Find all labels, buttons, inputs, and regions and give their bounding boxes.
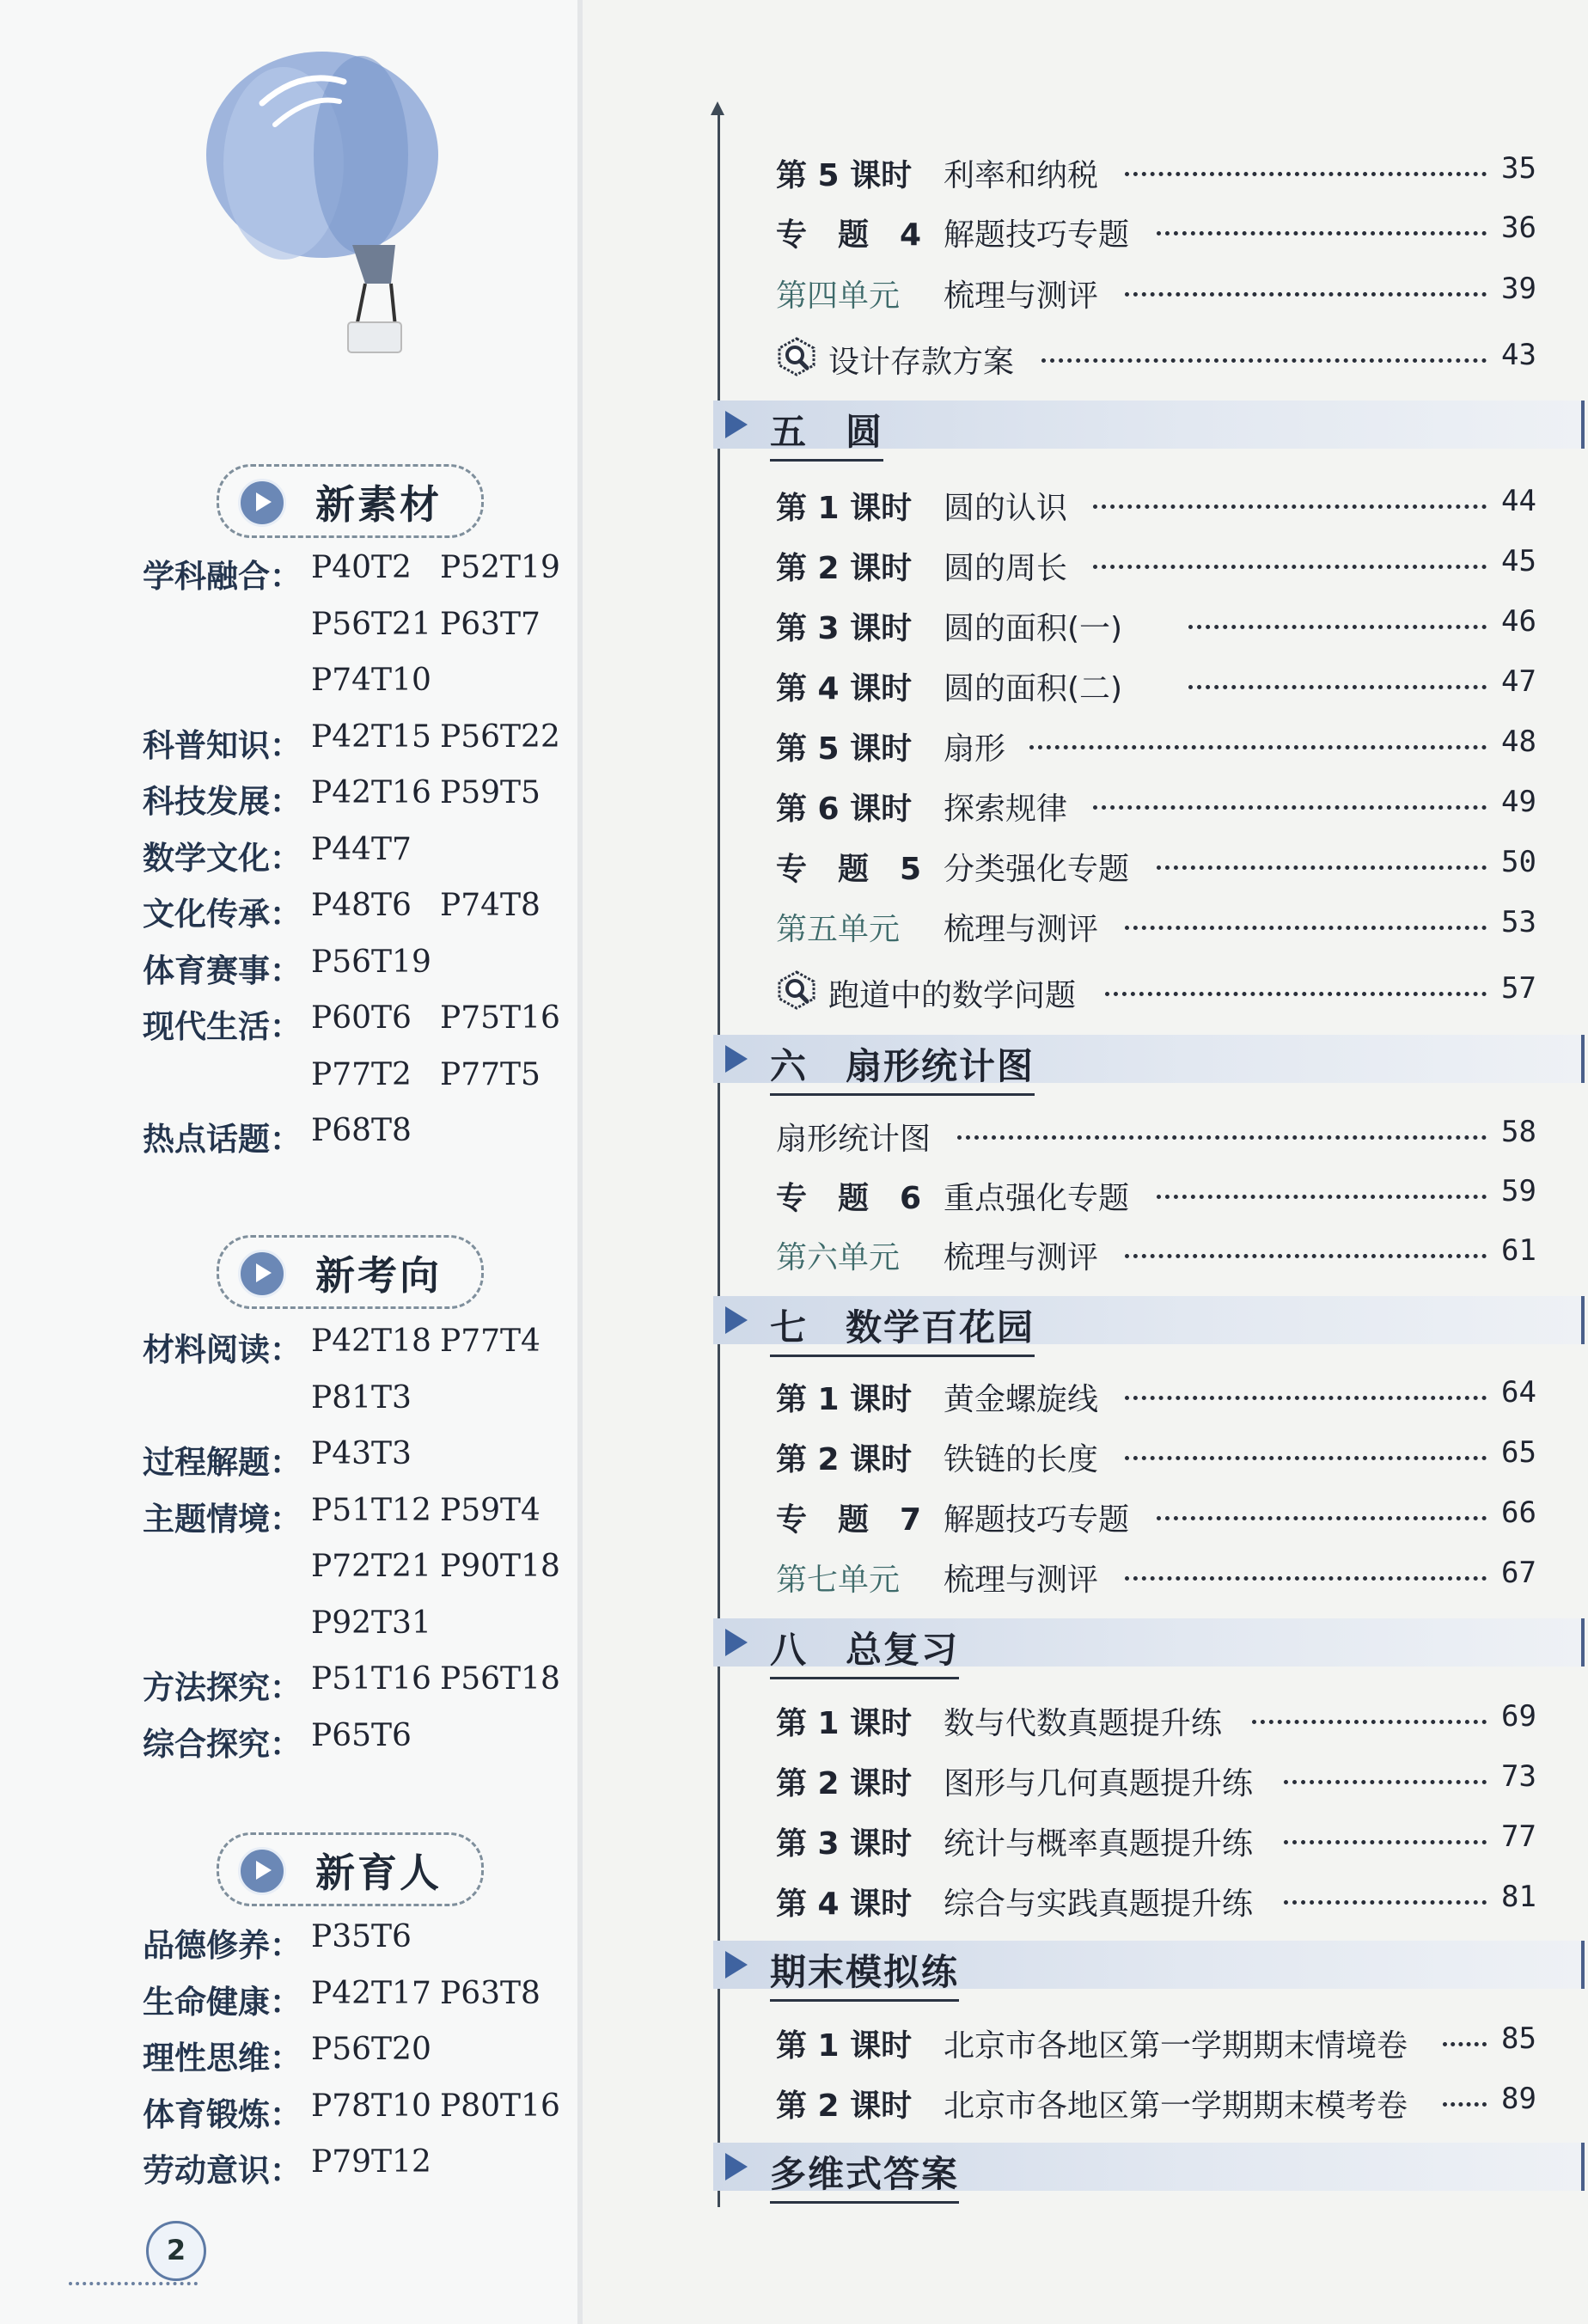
category-row <box>143 1000 572 1057</box>
category-row <box>143 607 572 664</box>
toc-entry-title: 解题技巧专题 <box>944 217 1130 253</box>
page-reference: P60T6 <box>311 1000 412 1036</box>
category-row <box>143 1324 572 1380</box>
toc-entry-label: 第四单元 <box>776 278 901 314</box>
toc-entry-label: 第 3 课时 <box>776 611 913 646</box>
toc-entry-label: 第 4 课时 <box>776 1887 913 1922</box>
page-reference: P56T18 <box>440 1661 560 1697</box>
toc-entry-title: 北京市各地区第一学期期末模考卷 <box>944 2089 1408 2124</box>
toc-section-header[interactable] <box>713 2143 1585 2195</box>
page-reference: P81T3 <box>311 1379 412 1416</box>
leader-dots <box>1093 805 1487 810</box>
category-row <box>143 719 572 776</box>
category-title: 新育人 <box>315 1850 442 1896</box>
category-row-label: 材料阅读： <box>143 1331 302 1368</box>
category-row <box>143 1057 572 1114</box>
toc-entry-title: 圆的面积(一) <box>944 611 1123 646</box>
toc-section-header[interactable] <box>713 1035 1585 1087</box>
page-reference: P52T19 <box>440 550 560 585</box>
toc-entry[interactable] <box>583 604 1588 656</box>
leader-dots <box>1284 1780 1487 1784</box>
toc-page-number: 59 <box>1501 1174 1536 1208</box>
section-title: 八 总复习 <box>770 1622 959 1679</box>
page-reference: P59T5 <box>440 775 541 810</box>
category-row-label: 文化传承： <box>143 896 302 933</box>
toc-entry-label: 第 3 课时 <box>776 1826 913 1862</box>
leader-dots <box>1252 1720 1487 1724</box>
page-reference: P56T20 <box>311 2032 431 2067</box>
category-row-label: 综合探究： <box>143 1725 302 1763</box>
section-title: 期末模拟练 <box>770 1944 959 2002</box>
leader-dots <box>1093 505 1487 509</box>
page-reference: P63T7 <box>440 606 541 642</box>
table-of-contents <box>583 0 1588 2324</box>
play-triangle-icon <box>725 2153 748 2180</box>
sidebar <box>0 0 577 2324</box>
toc-entry-title: 黄金螺旋线 <box>944 1382 1099 1417</box>
toc-page-number: 85 <box>1501 2021 1536 2056</box>
page-reference: P56T19 <box>311 944 431 980</box>
category-row <box>143 1976 572 2033</box>
toc-entry-label: 第 5 课时 <box>776 731 913 767</box>
category-row <box>143 2089 572 2145</box>
leader-dots <box>1093 565 1487 569</box>
toc-entry-title: 圆的认识 <box>944 491 1068 526</box>
leader-dots <box>1157 1195 1487 1199</box>
toc-entry-title: 梳理与测评 <box>944 912 1099 947</box>
leader-dots <box>1157 1516 1487 1520</box>
toc-entry[interactable] <box>583 971 1588 1023</box>
category-row <box>143 1493 572 1550</box>
category-row-label: 方法探究： <box>143 1669 302 1706</box>
toc-entry-title: 综合与实践真题提升练 <box>944 1887 1254 1922</box>
toc-entry-label: 第 2 课时 <box>776 551 913 586</box>
category-row <box>143 1919 572 1976</box>
page-reference: P79T12 <box>311 2144 431 2180</box>
toc-entry[interactable] <box>583 2082 1588 2133</box>
category-row <box>143 1549 572 1605</box>
toc-entry[interactable] <box>583 1819 1588 1871</box>
leader-dots <box>1125 1456 1487 1460</box>
toc-entry-title: 圆的面积(二) <box>944 671 1123 706</box>
page-reference: P63T8 <box>440 1975 541 2011</box>
category-row <box>143 1113 572 1170</box>
toc-entry[interactable] <box>583 1375 1588 1427</box>
page-number-dots <box>69 2282 198 2285</box>
toc-section-header[interactable] <box>713 1618 1585 1671</box>
toc-section-header[interactable] <box>713 401 1585 453</box>
play-triangle-icon <box>725 1951 748 1978</box>
leader-dots <box>1443 2042 1487 2046</box>
toc-entry[interactable] <box>583 151 1588 203</box>
leader-dots <box>1125 926 1487 930</box>
category-row-label: 学科融合： <box>143 558 302 595</box>
category-title: 新素材 <box>315 481 442 528</box>
toc-entry-label: 第 1 课时 <box>776 1382 913 1417</box>
toc-entry-title: 利率和纳税 <box>944 158 1099 193</box>
timeline-arrow-icon <box>711 101 724 115</box>
toc-page-number: 61 <box>1501 1233 1536 1268</box>
toc-entry-label: 专 题 7 <box>776 1502 922 1538</box>
toc-page-number: 81 <box>1501 1880 1536 1914</box>
toc-entry-label: 第六单元 <box>776 1240 901 1275</box>
page-reference: P56T22 <box>440 719 560 755</box>
toc-page-number: 46 <box>1501 604 1536 639</box>
category-row-label: 数学文化： <box>143 839 302 877</box>
page-reference: P42T17 <box>311 1975 431 2011</box>
page-reference: P42T18 <box>311 1324 431 1359</box>
toc-entry-title: 图形与几何真题提升练 <box>944 1766 1254 1801</box>
page-reference: P48T6 <box>311 888 412 923</box>
toc-entry-label: 扇形统计图 <box>776 1122 931 1157</box>
category-row-label: 劳动意识： <box>143 2152 302 2189</box>
page-reference: P42T16 <box>311 775 431 810</box>
toc-entry-title: 跑道中的数学问题 <box>828 978 1077 1013</box>
toc-page-number: 58 <box>1501 1115 1536 1149</box>
toc-page-number: 77 <box>1501 1819 1536 1854</box>
category-row-label: 体育赛事： <box>143 951 302 989</box>
toc-entry-title: 统计与概率真题提升练 <box>944 1826 1254 1862</box>
toc-entry-title: 探索规律 <box>944 792 1068 827</box>
category-row <box>143 1436 572 1493</box>
leader-dots <box>1041 358 1487 363</box>
toc-entry[interactable] <box>583 785 1588 836</box>
toc-entry-title: 梳理与测评 <box>944 1563 1099 1598</box>
section-title: 六 扇形统计图 <box>770 1038 1035 1096</box>
play-triangle-icon <box>725 1045 748 1073</box>
toc-page-number: 89 <box>1501 2082 1536 2116</box>
arrow-right-icon <box>238 1847 286 1895</box>
toc-page-number: 35 <box>1501 151 1536 186</box>
category-row-label: 品德修养： <box>143 1927 302 1964</box>
toc-entry-title: 铁链的长度 <box>944 1442 1099 1477</box>
toc-entry[interactable] <box>583 725 1588 776</box>
category-row-label: 现代生活： <box>143 1008 302 1045</box>
leader-dots <box>1125 1396 1487 1400</box>
magnifier-icon <box>776 336 817 377</box>
toc-entry[interactable] <box>583 1233 1588 1285</box>
page-reference: P77T2 <box>311 1056 412 1092</box>
toc-entry-label: 第 6 课时 <box>776 792 913 827</box>
toc-entry-label: 第五单元 <box>776 912 901 947</box>
category-row-label: 主题情境： <box>143 1500 302 1538</box>
toc-entry[interactable] <box>583 544 1588 596</box>
toc-entry-title: 分类强化专题 <box>944 852 1130 887</box>
category-row-label: 体育锻炼： <box>143 2095 302 2133</box>
toc-entry-label: 第 2 课时 <box>776 1442 913 1477</box>
toc-entry-title: 数与代数真题提升练 <box>944 1706 1223 1741</box>
leader-dots <box>1125 1576 1487 1581</box>
leader-dots <box>1105 992 1487 996</box>
toc-page-number: 64 <box>1501 1375 1536 1410</box>
toc-page-number: 66 <box>1501 1495 1536 1530</box>
category-row <box>143 1718 572 1775</box>
toc-section-header[interactable] <box>713 1296 1585 1349</box>
toc-page-number: 47 <box>1501 664 1536 699</box>
toc-entry[interactable] <box>583 338 1588 389</box>
leader-dots <box>1125 172 1487 176</box>
category-row <box>143 663 572 719</box>
toc-page-number: 45 <box>1501 544 1536 578</box>
toc-entry[interactable] <box>583 1556 1588 1607</box>
category-row <box>143 2144 572 2201</box>
toc-page-number: 44 <box>1501 484 1536 518</box>
toc-entry[interactable] <box>583 1174 1588 1226</box>
toc-entry-label: 专 题 4 <box>776 217 922 253</box>
leader-dots <box>1157 865 1487 870</box>
toc-entry[interactable] <box>583 1880 1588 1931</box>
toc-entry[interactable] <box>583 845 1588 896</box>
arrow-right-icon <box>238 1250 286 1298</box>
leader-dots <box>1443 2102 1487 2107</box>
toc-entry[interactable] <box>583 664 1588 716</box>
category-row-label: 科普知识： <box>143 726 302 764</box>
page-reference: P92T31 <box>311 1605 431 1641</box>
toc-entry[interactable] <box>583 1435 1588 1487</box>
toc-entry-title: 重点强化专题 <box>944 1181 1130 1216</box>
category-row <box>143 832 572 889</box>
toc-entry[interactable] <box>583 1115 1588 1166</box>
leader-dots <box>1125 1254 1487 1258</box>
page-reference: P51T12 <box>311 1492 431 1528</box>
toc-entry-title: 梳理与测评 <box>944 278 1099 314</box>
toc-section-header[interactable] <box>713 1941 1585 1993</box>
page-reference: P56T21 <box>311 606 431 642</box>
toc-page-number: 53 <box>1501 905 1536 939</box>
leader-dots <box>1188 685 1487 689</box>
page-reference: P51T16 <box>311 1661 431 1697</box>
leader-dots <box>1188 625 1487 629</box>
toc-entry[interactable] <box>583 905 1588 957</box>
page-reference: P42T15 <box>311 719 431 755</box>
toc-entry[interactable] <box>583 1699 1588 1751</box>
page-reference: P68T8 <box>311 1113 412 1148</box>
toc-entry[interactable] <box>583 484 1588 535</box>
toc-entry-label: 第七单元 <box>776 1563 901 1598</box>
hot-air-balloon-icon <box>180 34 464 378</box>
category-row-label: 过程解题： <box>143 1444 302 1481</box>
toc-page-number: 73 <box>1501 1759 1536 1794</box>
toc-page-number: 43 <box>1501 338 1536 372</box>
play-triangle-icon <box>725 1629 748 1656</box>
page-reference: P90T18 <box>440 1549 560 1584</box>
leader-dots <box>957 1135 1487 1140</box>
page-reference: P59T4 <box>440 1492 541 1528</box>
page-reference: P35T6 <box>311 1919 412 1954</box>
category-row <box>143 775 572 832</box>
toc-entry-title: 扇形 <box>944 731 1006 767</box>
toc-entry-title: 设计存款方案 <box>828 345 1015 380</box>
toc-entry-title: 解题技巧专题 <box>944 1502 1130 1538</box>
category-row-label: 生命健康： <box>143 1983 302 2021</box>
category-row <box>143 888 572 945</box>
toc-entry-label: 第 1 课时 <box>776 1706 913 1741</box>
page-reference: P43T3 <box>311 1436 412 1471</box>
page-reference: P80T16 <box>440 2088 560 2124</box>
page-reference: P44T7 <box>311 831 412 867</box>
toc-entry-label: 第 2 课时 <box>776 1766 913 1801</box>
toc-entry-label: 第 2 课时 <box>776 2089 913 2124</box>
toc-page-number: 50 <box>1501 845 1536 879</box>
category-header <box>217 464 484 538</box>
arrow-right-icon <box>238 479 286 527</box>
toc-entry[interactable] <box>583 1759 1588 1811</box>
category-row-label: 热点话题： <box>143 1121 302 1158</box>
play-triangle-icon <box>725 1306 748 1334</box>
toc-page-number: 67 <box>1501 1556 1536 1590</box>
category-row <box>143 945 572 1001</box>
toc-entry[interactable] <box>583 272 1588 323</box>
toc-entry-label: 第 4 课时 <box>776 671 913 706</box>
page-reference: P74T10 <box>311 663 431 698</box>
page-reference: P74T8 <box>440 888 541 923</box>
page-reference: P77T5 <box>440 1056 541 1092</box>
page-number: 2 <box>146 2221 206 2281</box>
toc-entry[interactable] <box>583 211 1588 262</box>
category-row <box>143 1605 572 1662</box>
toc-entry-label: 第 1 课时 <box>776 2028 913 2064</box>
category-header <box>217 1832 484 1906</box>
toc-page-number: 65 <box>1501 1435 1536 1470</box>
leader-dots <box>1284 1840 1487 1844</box>
toc-page-number: 57 <box>1501 971 1536 1006</box>
leader-dots <box>1157 231 1487 235</box>
page-reference: P65T6 <box>311 1717 412 1753</box>
page-reference: P72T21 <box>311 1549 431 1584</box>
toc-entry-title: 北京市各地区第一学期期末情境卷 <box>944 2028 1408 2064</box>
toc-page-number: 39 <box>1501 272 1536 306</box>
section-title: 多维式答案 <box>770 2146 959 2204</box>
category-title: 新考向 <box>315 1252 442 1299</box>
toc-entry[interactable] <box>583 2021 1588 2073</box>
toc-entry-label: 专 题 5 <box>776 852 922 887</box>
toc-page-number: 49 <box>1501 785 1536 819</box>
toc-entry-label: 第 5 课时 <box>776 158 913 193</box>
page-reference: P75T16 <box>440 1000 560 1036</box>
section-title: 七 数学百花园 <box>770 1300 1035 1357</box>
toc-entry[interactable] <box>583 1495 1588 1547</box>
magnifier-icon <box>776 969 817 1011</box>
play-triangle-icon <box>725 411 748 438</box>
toc-entry-title: 圆的周长 <box>944 551 1068 586</box>
category-row <box>143 2032 572 2089</box>
toc-entry-label: 专 题 6 <box>776 1181 922 1216</box>
leader-dots <box>1125 292 1487 297</box>
toc-page-number: 36 <box>1501 211 1536 245</box>
toc-page-number: 48 <box>1501 725 1536 759</box>
leader-dots <box>1029 745 1487 749</box>
toc-entry-label: 第 1 课时 <box>776 491 913 526</box>
category-row <box>143 1380 572 1437</box>
category-row <box>143 550 572 607</box>
page-reference: P77T4 <box>440 1324 541 1359</box>
toc-entry-title: 梳理与测评 <box>944 1240 1099 1275</box>
section-title: 五 圆 <box>770 404 883 462</box>
toc-page-number: 69 <box>1501 1699 1536 1734</box>
leader-dots <box>1284 1900 1487 1905</box>
category-header <box>217 1235 484 1309</box>
category-row <box>143 1661 572 1718</box>
category-row-label: 科技发展： <box>143 783 302 820</box>
category-row-label: 理性思维： <box>143 2040 302 2076</box>
page-reference: P78T10 <box>311 2088 431 2124</box>
page-reference: P40T2 <box>311 550 412 585</box>
